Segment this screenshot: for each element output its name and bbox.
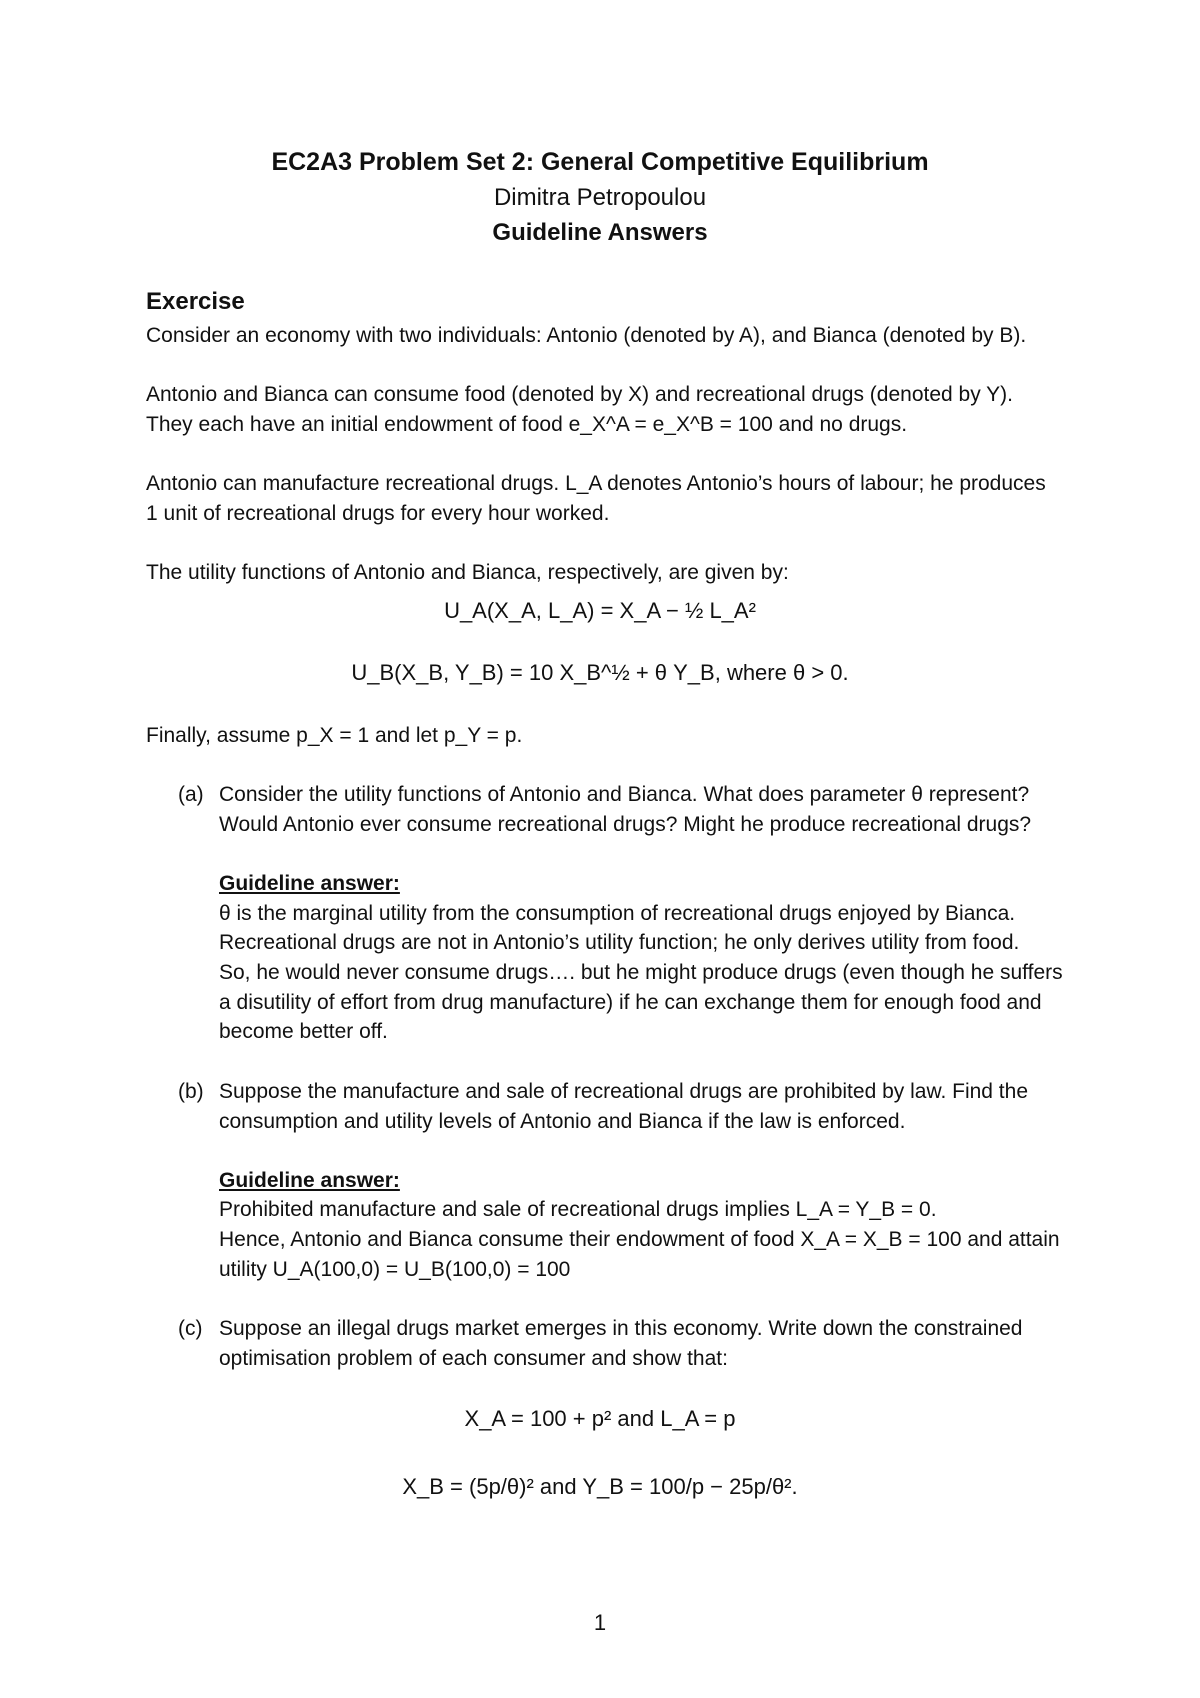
item-a-answer-line-4: a disutility of effort from drug manufacture) if he can exchange them for enough food and xyxy=(219,991,1042,1014)
utility-function-bianca: U_B(X_B, Y_B) = 10 X_B^½ + θ Y_B, where θ > 0. xyxy=(351,660,849,685)
item-c-equation-2: X_B = (5p/θ)² and Y_B = 100/p − 25p/θ². xyxy=(402,1474,798,1499)
price-assumption: Finally, assume p_X = 1 and let p_Y = p. xyxy=(146,724,523,747)
item-b-answer-line-1: Prohibited manufacture and sale of recreational drugs implies L_A = Y_B = 0. xyxy=(219,1198,937,1221)
exercise-paragraph-2-line-2: They each have an initial endowment of food e_X^A = e_X^B = 100 and no drugs. xyxy=(146,413,908,436)
item-b-answer-line-2: Hence, Antonio and Bianca consume their endowment of food X_A = X_B = 100 and attain xyxy=(219,1228,1060,1251)
exercise-paragraph-4: The utility functions of Antonio and Bianca, respectively, are given by: xyxy=(146,561,789,584)
item-a-question-line-1: Consider the utility functions of Antonio and Bianca. What does parameter θ represent? xyxy=(219,783,1030,806)
item-b-question-line-2: consumption and utility levels of Antonio and Bianca if the law is enforced. xyxy=(219,1110,906,1133)
item-a-answer-line-1: θ is the marginal utility from the consumption of recreational drugs enjoyed by Bianca. xyxy=(219,902,1016,925)
item-a-label: (a) xyxy=(178,783,204,806)
item-a-answer-line-5: become better off. xyxy=(219,1020,388,1043)
item-c-equation-1: X_A = 100 + p² and L_A = p xyxy=(464,1406,736,1431)
item-c-question-line-2: optimisation problem of each consumer and show that: xyxy=(219,1347,728,1370)
item-a-answer-line-2: Recreational drugs are not in Antonio’s utility function; he only derives utility from food. xyxy=(219,931,1020,954)
exercise-paragraph-1: Consider an economy with two individuals: Antonio (denoted by A), and Bianca (denoted by B). xyxy=(146,324,1027,347)
item-c-question-line-1: Suppose an illegal drugs market emerges in this economy. Write down the constrained xyxy=(219,1317,1023,1340)
document-subtitle: Guideline Answers xyxy=(492,219,708,246)
exercise-paragraph-3-line-2: 1 unit of recreational drugs for every hour worked. xyxy=(146,502,610,525)
item-b-label: (b) xyxy=(178,1080,204,1103)
item-a-guideline-heading: Guideline answer: xyxy=(219,872,400,895)
item-a-answer-line-3: So, he would never consume drugs…. but he might produce drugs (even though he suffers xyxy=(219,961,1063,984)
item-c-label: (c) xyxy=(178,1317,203,1340)
item-b-question-line-1: Suppose the manufacture and sale of recreational drugs are prohibited by law. Find the xyxy=(219,1080,1029,1103)
document-title: EC2A3 Problem Set 2: General Competitive Equilibrium xyxy=(271,148,929,176)
item-b-answer-line-3: utility U_A(100,0) = U_B(100,0) = 100 xyxy=(219,1258,571,1281)
item-b-guideline-heading: Guideline answer: xyxy=(219,1169,400,1192)
exercise-paragraph-3-line-1: Antonio can manufacture recreational drugs. L_A denotes Antonio’s hours of labour; he produces xyxy=(146,472,1046,495)
utility-function-antonio: U_A(X_A, L_A) = X_A − ½ L_A² xyxy=(444,598,756,623)
item-a-question-line-2: Would Antonio ever consume recreational drugs? Might he produce recreational drugs? xyxy=(219,813,1032,836)
author-name: Dimitra Petropoulou xyxy=(493,184,707,211)
page-number: 1 xyxy=(593,1610,607,1635)
exercise-heading: Exercise xyxy=(146,288,245,315)
exercise-paragraph-2-line-1: Antonio and Bianca can consume food (denoted by X) and recreational drugs (denoted by Y). xyxy=(146,383,1014,406)
